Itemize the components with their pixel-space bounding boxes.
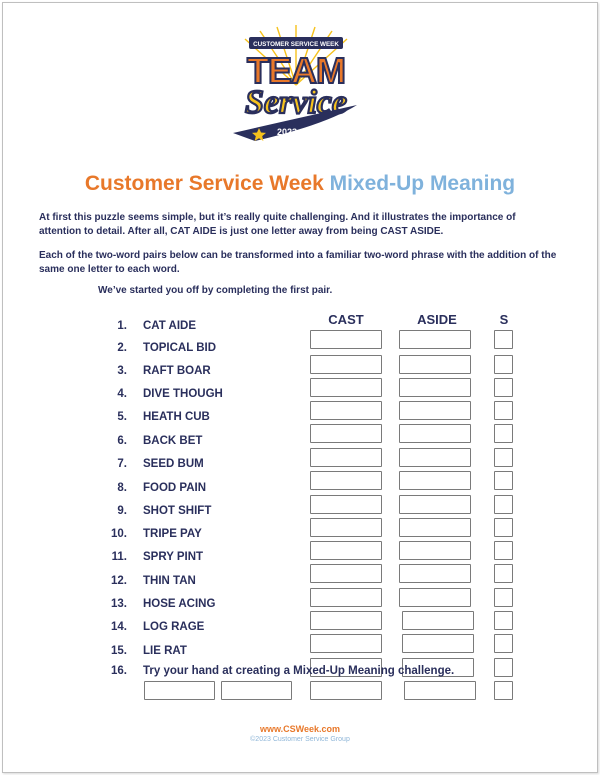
answer-box-second[interactable]	[399, 564, 471, 583]
row-number: 12.	[111, 575, 127, 587]
answer-box-letter[interactable]	[494, 448, 513, 467]
answer-box-second[interactable]	[399, 588, 471, 607]
challenge-box-answer-2[interactable]	[404, 681, 476, 700]
row-word-pair: BACK BET	[143, 435, 203, 447]
answer-box-second[interactable]	[399, 424, 471, 443]
challenge-text: Try your hand at creating a Mixed-Up Meaning challenge.	[143, 665, 455, 677]
puzzle-row	[3, 365, 597, 400]
column-header-letter: S	[499, 312, 509, 327]
answer-box-letter[interactable]	[494, 564, 513, 583]
row-number: 11.	[111, 551, 127, 563]
answer-box-first[interactable]	[310, 448, 382, 467]
puzzle-row	[3, 388, 597, 423]
intro-paragraph-1: At first this puzzle seems simple, but it’s really quite challenging. And it illustrates the importance of attention to detail. After all, CAT AIDE is just one letter away from being CAST ASIDE.	[39, 212, 516, 237]
answer-box-first[interactable]	[310, 564, 382, 583]
row-word-pair: RAFT BOAR	[143, 365, 211, 377]
answer-box-letter[interactable]	[494, 424, 513, 443]
title-part-1: Customer Service Week	[84, 172, 324, 195]
answer-box-letter[interactable]	[494, 495, 513, 514]
puzzle-row	[3, 320, 597, 352]
puzzle-row	[3, 621, 597, 656]
row-word-pair: HOSE ACING	[143, 598, 216, 610]
answer-box-first[interactable]	[310, 634, 382, 653]
row-word-pair: FOOD PAIN	[143, 482, 207, 494]
answer-box-first[interactable]	[310, 518, 382, 537]
answer-box-second[interactable]	[399, 495, 471, 514]
answer-box-first[interactable]	[310, 424, 382, 443]
puzzle-row	[3, 575, 597, 610]
row-word-pair: LOG RAGE	[143, 621, 205, 633]
challenge-answer-boxes	[3, 681, 597, 703]
row-word-pair: SPRY PINT	[143, 551, 204, 563]
row-number: 1.	[117, 320, 127, 332]
row-word-pair: SHOT SHIFT	[143, 505, 212, 517]
answer-box-first[interactable]	[310, 611, 382, 630]
puzzle-row	[3, 528, 597, 563]
puzzle-row	[3, 598, 597, 633]
answer-box-first[interactable]	[310, 330, 382, 349]
answer-box-first[interactable]	[310, 378, 382, 397]
answer-box-letter[interactable]	[494, 471, 513, 490]
team-service-logo	[225, 25, 367, 151]
answer-box-second[interactable]	[399, 378, 471, 397]
row-number: 4.	[117, 388, 127, 400]
answer-box-letter[interactable]	[494, 401, 513, 420]
row-number: 6.	[117, 435, 127, 447]
answer-box-letter[interactable]	[494, 634, 513, 653]
answer-box-first[interactable]	[310, 471, 382, 490]
answer-box-second[interactable]	[399, 471, 471, 490]
row-word-pair: THIN TAN	[143, 575, 196, 587]
row-number: 15.	[111, 645, 127, 657]
puzzle-row	[3, 342, 597, 377]
row-word-pair: LIE RAT	[143, 645, 187, 657]
answer-box-second[interactable]	[402, 634, 474, 653]
answer-box-first[interactable]	[310, 588, 382, 607]
footer-url[interactable]: www.CSWeek.com	[259, 724, 341, 734]
row-word-pair: CAT AIDE	[143, 320, 197, 332]
page-title	[3, 172, 597, 196]
challenge-box-answer-1[interactable]	[310, 681, 382, 700]
logo-year: 2023	[276, 127, 298, 137]
answer-box-second[interactable]	[399, 355, 471, 374]
challenge-box-word-1[interactable]	[144, 681, 215, 700]
answer-box-first[interactable]	[310, 401, 382, 420]
logo-word-service: Service	[245, 84, 347, 121]
answer-box-second[interactable]	[399, 518, 471, 537]
row-word-pair: HEATH CUB	[143, 411, 210, 423]
answer-box-first[interactable]	[310, 495, 382, 514]
row-number: 8.	[117, 482, 127, 494]
row-number: 5.	[117, 411, 127, 423]
answer-box-letter[interactable]	[494, 518, 513, 537]
answer-box-letter[interactable]	[494, 541, 513, 560]
row-number: 3.	[117, 365, 127, 377]
puzzle-row	[3, 435, 597, 470]
row-word-pair: TOPICAL BID	[143, 342, 217, 354]
logo-word-team: TEAM	[247, 50, 345, 91]
answer-box-letter[interactable]	[494, 378, 513, 397]
puzzle-row	[3, 411, 597, 446]
puzzle-row	[3, 505, 597, 540]
column-header-second: ASIDE	[417, 312, 457, 327]
puzzle-row	[3, 458, 597, 493]
puzzle-row	[3, 551, 597, 586]
answer-box-second[interactable]	[402, 611, 474, 630]
row-word-pair: TRIPE PAY	[143, 528, 202, 540]
answer-box-second[interactable]	[399, 401, 471, 420]
row-number: 7.	[117, 458, 127, 470]
challenge-box-letter[interactable]	[494, 681, 513, 700]
answer-box-letter[interactable]	[494, 330, 513, 349]
answer-box-letter[interactable]	[494, 355, 513, 374]
footer-copyright: ©2023 Customer Service Group	[250, 736, 350, 743]
answer-box-second[interactable]	[399, 448, 471, 467]
row-number: 10.	[111, 528, 127, 540]
title-part-2: Mixed-Up Meaning	[329, 172, 516, 195]
logo-banner-text: CUSTOMER SERVICE WEEK	[253, 41, 339, 48]
intro-paragraph-3: We’ve started you off by completing the first pair.	[98, 285, 333, 296]
intro-paragraph-2: Each of the two-word pairs below can be transformed into a familiar two-word phrase with the addition of the same one letter to each word.	[39, 250, 557, 275]
row-word-pair: SEED BUM	[143, 458, 204, 470]
worksheet-page	[2, 2, 598, 773]
row-number: 9.	[117, 505, 127, 517]
row-number: 14.	[111, 621, 127, 633]
puzzle-row	[3, 482, 597, 517]
column-header-first: CAST	[328, 312, 364, 327]
answer-box-second[interactable]	[399, 541, 471, 560]
answer-box-first[interactable]	[310, 541, 382, 560]
row-number: 13.	[111, 598, 127, 610]
answer-box-first[interactable]	[310, 355, 382, 374]
row-number: 16.	[111, 665, 127, 677]
row-number: 2.	[117, 342, 127, 354]
row-word-pair: DIVE THOUGH	[143, 388, 223, 400]
answer-box-letter[interactable]	[494, 611, 513, 630]
answer-box-second[interactable]	[399, 330, 471, 349]
answer-box-letter[interactable]	[494, 588, 513, 607]
challenge-box-word-2[interactable]	[221, 681, 292, 700]
